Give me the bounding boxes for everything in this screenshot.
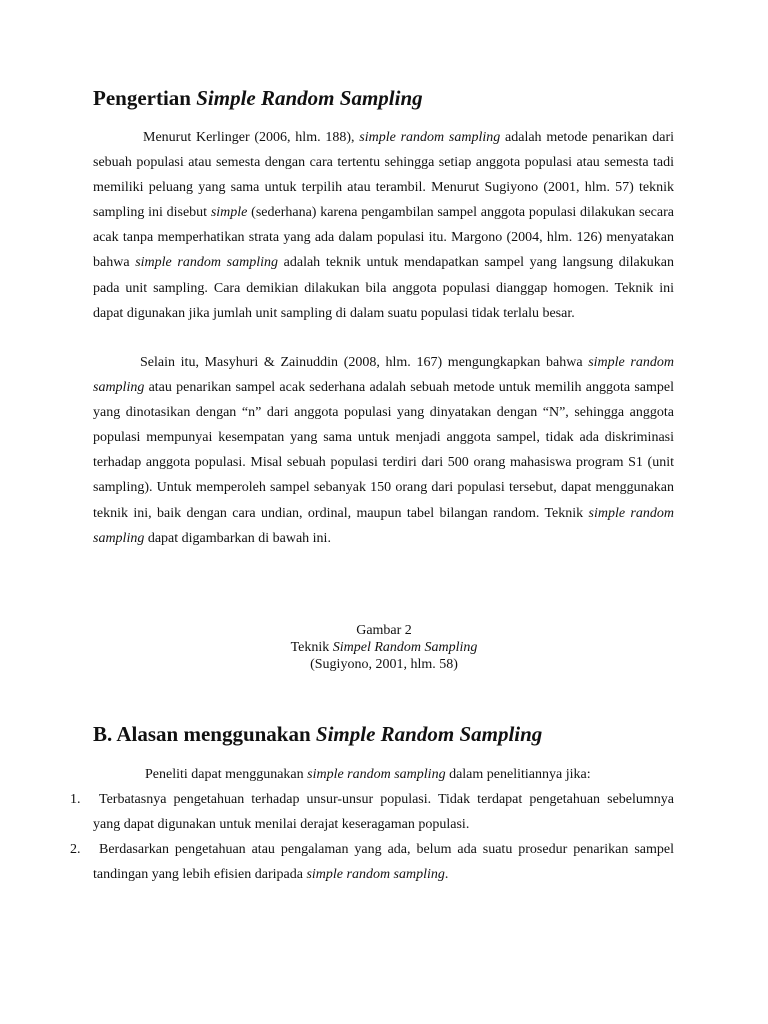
figure-caption [200, 622, 568, 673]
list-item [70, 837, 674, 887]
text-run: Berdasarkan pengetahuan atau pengalaman yang ada, belum ada suatu prosedur penarikan sampel tandingan yang lebih efisien daripada [93, 842, 674, 883]
italic-term: simple random sampling [93, 355, 674, 396]
italic-term: simple random sampling [135, 255, 278, 271]
list-item [70, 787, 674, 837]
list-item-text [93, 837, 674, 887]
italic-term: simple [210, 205, 248, 221]
text-run: dapat digambarkan di bawah ini. [144, 530, 331, 546]
text-run: adalah teknik untuk mendapatkan sampel yang langsung dilakukan pada unit sampling. Cara demikian dilakukan bila anggota populasi dianggap homogen. Teknik ini dapat digunakan jika jumlah unit sampling di dalam suatu populasi tidak terlalu besar. [93, 255, 674, 321]
text-run: Terbatasnya pengetahuan terhadap unsur-unsur populasi. Tidak terdapat pengetahuan sebelumnya yang dapat digunakan untuk menilai derajat keseragaman populasi. [93, 792, 674, 833]
section-title-pengertian [93, 86, 423, 111]
reasons-list [70, 787, 674, 887]
figure-label: Gambar 2 [356, 623, 412, 638]
text-run: . [444, 867, 449, 883]
text-run: adalah metode penarikan dari sebuah populasi atau semesta dengan cara tertentu sehingga setiap anggota populasi atau semesta tadi memiliki peluang yang sama untuk terpilih atau terambil. Menurut Sugiyono (2001, hlm. 57) teknik sampling ini disebut [93, 130, 675, 221]
text-run: dalam penelitiannya jika: [445, 767, 591, 782]
title-italic-text: Simple Random Sampling [196, 86, 423, 110]
italic-term: simple random sampling [307, 767, 446, 782]
section-title-alasan [93, 722, 542, 747]
figure-title-italic: Simpel Random Sampling [332, 640, 478, 655]
title-plain-text: B. Alasan menggunakan [93, 722, 316, 746]
list-item-number: 2. [70, 842, 81, 858]
italic-term: simple random sampling [359, 130, 501, 145]
text-run: atau penarikan sampel acak sederhana adalah sebuah metode untuk memilih anggota sampel yang dinotasikan dengan “n” dari anggota populasi yang dinyatakan dengan “N”, sehingga anggota populasi mempunyai kesempatan yang sama untuk menjadi anggota sampel, tidak ada diskriminasi terhadap anggota populasi. Misal sebuah populasi terdiri dari 500 orang mahasiswa program S1 (unit sampling). Untuk memperoleh sampel sebanyak 150 orang dari populasi tersebut, dapat menggunakan teknik ini, baik dengan cara undian, ordinal, maupun tabel bilangan random. Teknik [93, 380, 674, 521]
list-item-number: 1. [70, 792, 81, 807]
title-plain-text: Pengertian [93, 86, 197, 110]
figure-title [200, 639, 568, 656]
paragraph-kerlinger [93, 125, 674, 326]
italic-term: simple random sampling [306, 867, 445, 883]
figure-title-plain: Teknik [290, 640, 333, 655]
figure-source: (Sugiyono, 2001, hlm. 58) [310, 657, 458, 672]
list-item-text [93, 787, 674, 837]
text-run: Peneliti dapat menggunakan [145, 767, 308, 782]
section-intro [145, 762, 591, 787]
paragraph-masyhuri [93, 350, 674, 551]
text-run: Menurut Kerlinger (2006, hlm. 188), [143, 130, 360, 145]
text-run: (sederhana) karena pengambilan sampel anggota populasi dilakukan secara acak tanpa memperhatikan strata yang ada dalam populasi itu. Margono (2004, hlm. 126) menyatakan bahwa [93, 205, 674, 271]
italic-term: simple random sampling [93, 505, 674, 546]
text-run: Selain itu, Masyhuri & Zainuddin (2008, hlm. 167) mengungkapkan bahwa [140, 355, 589, 370]
title-italic-text: Simple Random Sampling [315, 722, 543, 746]
